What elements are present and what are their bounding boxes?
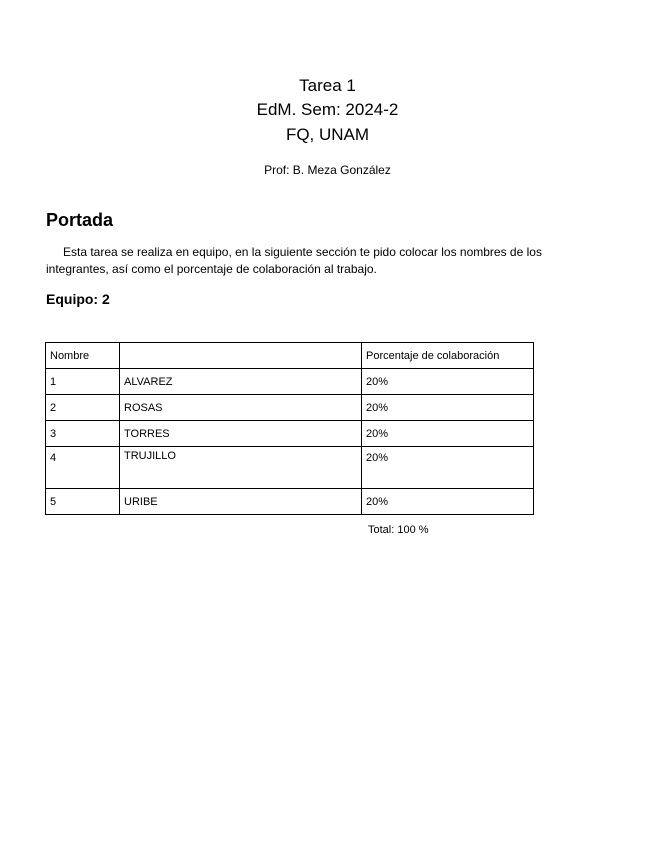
header-nombre: Nombre (46, 343, 120, 369)
members-table (45, 342, 534, 515)
course-semester: EdM. Sem: 2024-2 (256, 100, 399, 119)
member-name: TRUJILLO (120, 447, 362, 489)
table-row (46, 489, 534, 515)
row-number: 3 (46, 421, 120, 447)
instructions-paragraph: Esta tarea se realiza en equipo, en la siguiente sección te pido colocar los nombres de los integrantes, así como el porcentaje de colaboración al trabajo. (46, 245, 542, 276)
member-percentage: 20% (362, 447, 534, 489)
table-row (46, 421, 534, 447)
member-percentage: 20% (362, 421, 534, 447)
section-heading: Portada (46, 210, 114, 230)
row-number: 2 (46, 395, 120, 421)
table-row (46, 369, 534, 395)
team-label: Equipo: 2 (46, 291, 110, 307)
member-name: URIBE (120, 489, 362, 515)
table-row (46, 447, 534, 489)
total-percentage: Total: 100 % (368, 524, 429, 536)
header-percentage: Porcentaje de colaboración (362, 343, 534, 369)
row-number: 4 (46, 447, 120, 489)
doc-title: Tarea 1 (299, 76, 356, 95)
member-percentage: 20% (362, 395, 534, 421)
member-percentage: 20% (362, 369, 534, 395)
row-number: 1 (46, 369, 120, 395)
professor: Prof: B. Meza González (264, 163, 391, 177)
table-header-row (46, 343, 534, 369)
row-number: 5 (46, 489, 120, 515)
header-name-col (120, 343, 362, 369)
member-percentage: 20% (362, 489, 534, 515)
institution: FQ, UNAM (285, 125, 370, 144)
member-name: TORRES (120, 421, 362, 447)
member-name: ALVAREZ (120, 369, 362, 395)
table-row (46, 395, 534, 421)
member-name: ROSAS (120, 395, 362, 421)
